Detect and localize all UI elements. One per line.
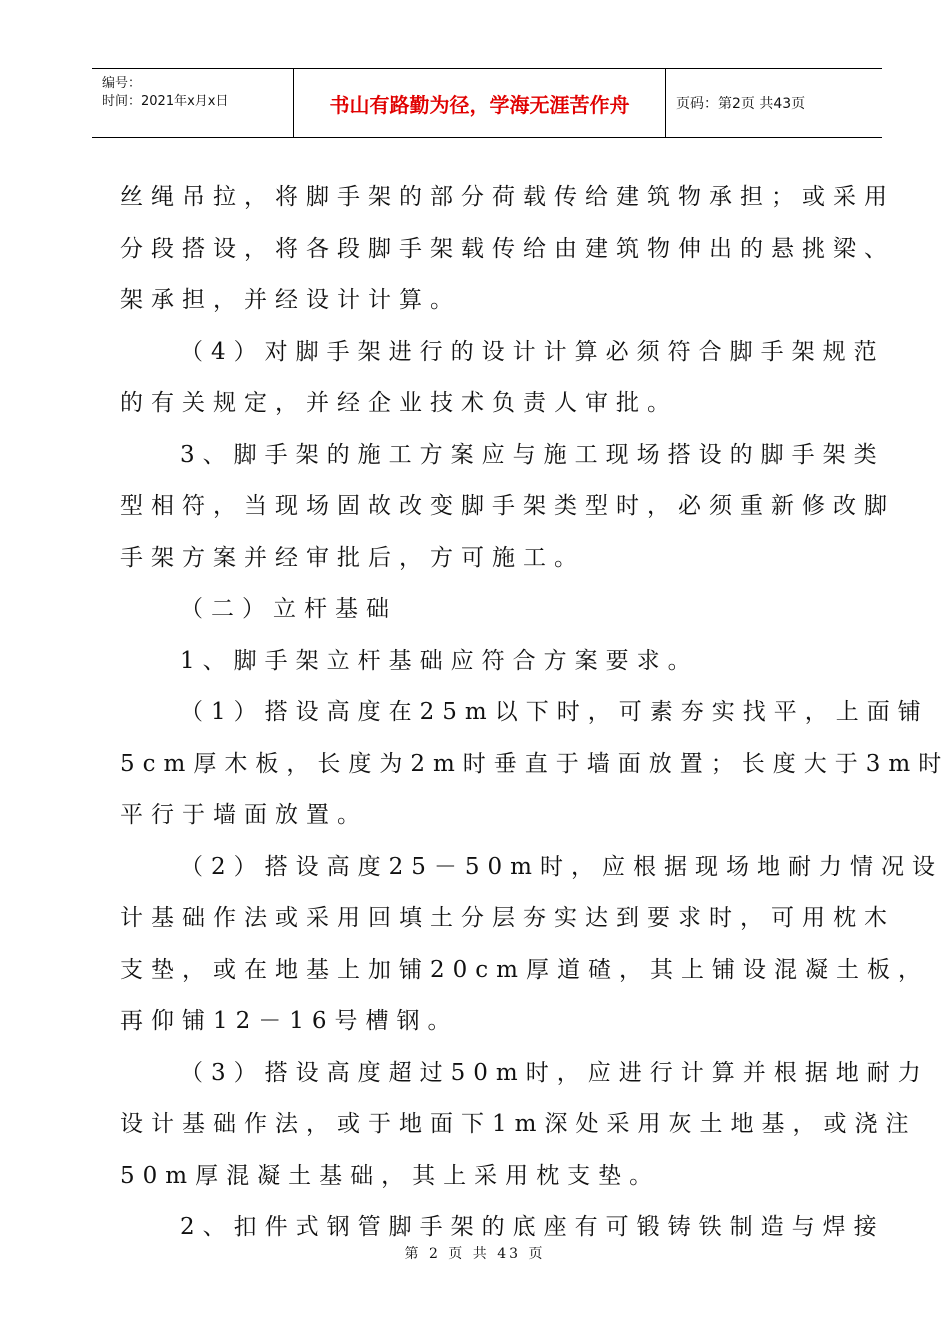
text-line: 5cm厚木板，长度为2m时垂直于墙面放置；长度大于3m时 (120, 750, 950, 777)
paragraph-line: 3、脚手架的施工方案应与施工现场搭设的脚手架类 (180, 441, 885, 468)
document-time-label: 时间：2021年x月x日 (102, 94, 229, 109)
paragraph-line: （1）搭设高度在25m以下时，可素夯实找平，上面铺 (180, 699, 929, 725)
paragraph-line: （2）搭设高度25－50m时，应根据现场地耐力情况设 (180, 853, 943, 880)
page-footer: 第 2 页 共 43 页 (404, 1246, 546, 1262)
text-line: 分段搭设，将各段脚手架载传给由建筑物伸出的悬挑梁、 (120, 235, 895, 262)
header-page-info: 页码：第2页 共43页 (676, 96, 806, 112)
text-line: 手架方案并经审批后，方可施工。 (120, 544, 585, 571)
paragraph-line: 2、扣件式钢管脚手架的底座有可锻铸铁制造与焊接 (180, 1214, 885, 1240)
text-line: 设计基础作法，或于地面下1m深处采用灰土地基，或浇注 (120, 1111, 917, 1137)
paragraph-line: （3）搭设高度超过50m时，应进行计算并根据地耐力 (180, 1059, 929, 1086)
header-motto: 书山有路勤为径，学海无涯苦作舟 (329, 92, 630, 117)
text-line: 平行于墙面放置。 (120, 802, 368, 828)
text-line: 50m厚混凝土基础，其上采用枕支垫。 (120, 1162, 661, 1189)
text-line: 丝绳吊拉，将脚手架的部分荷载传给建筑物承担；或采用 (120, 184, 895, 210)
text-line: 的有关规定，并经企业技术负责人审批。 (120, 390, 678, 416)
text-line: 再仰铺12－16号槽钢。 (120, 1008, 459, 1034)
page-header (92, 68, 882, 138)
text-line: 计基础作法或采用回填土分层夯实达到要求时，可用枕木 (120, 905, 895, 931)
paragraph-line: 1、脚手架立杆基础应符合方案要求。 (180, 647, 699, 674)
paragraph-line: （4）对脚手架进行的设计计算必须符合脚手架规范 (180, 338, 885, 365)
text-line: 支垫，或在地基上加铺20cm厚道碴，其上铺设混凝土板， (120, 956, 929, 983)
section-heading: （二）立杆基础 (180, 596, 397, 622)
text-line: 架承担，并经设计计算。 (120, 287, 461, 313)
header-meta (102, 75, 292, 111)
text-line: 型相符，当现场固故改变脚手架类型时，必须重新修改脚 (120, 493, 895, 519)
document-body (120, 172, 950, 1254)
document-number-label: 编号： (102, 76, 142, 91)
